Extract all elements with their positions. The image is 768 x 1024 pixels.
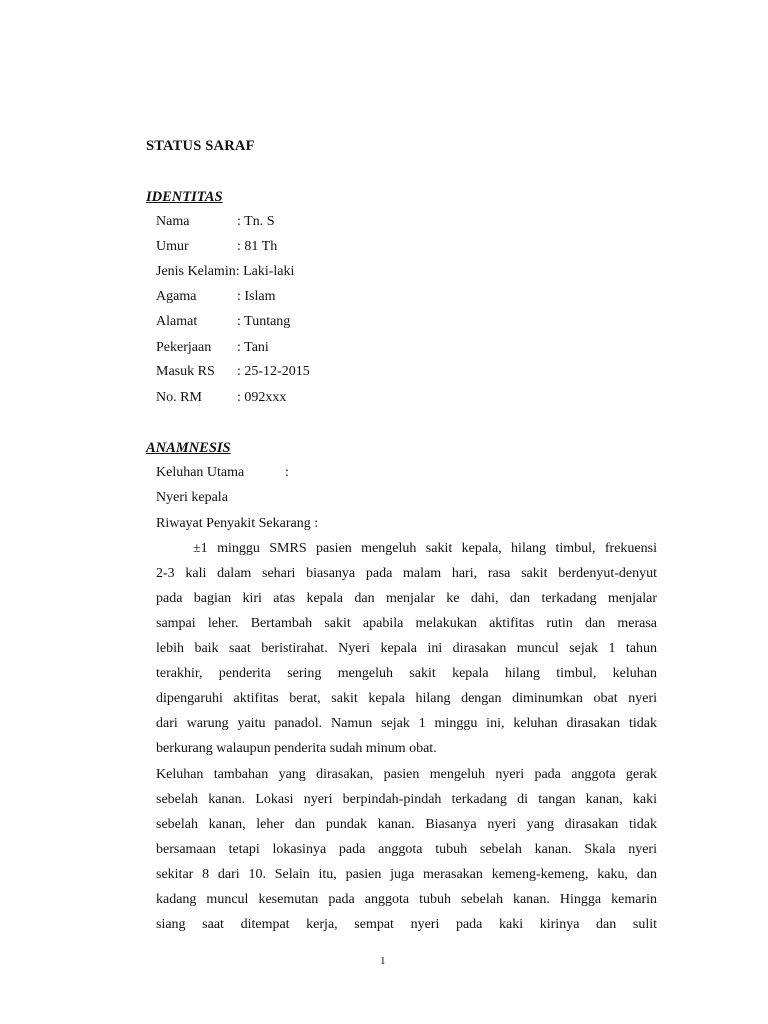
paragraph-line: pada bagian kiri atas kepala dan menjalar ke dahi, dan terkadang menjalar [156,591,657,606]
identitas-value: : Islam [237,289,276,304]
keluhan-utama-value: Nyeri kepala [156,490,228,505]
paragraph-line: dari warung yaitu panadol. Namun sejak 1 minggu ini, keluhan dirasakan tidak [156,716,657,731]
identitas-value: : Tani [237,340,269,355]
identitas-label: Umur [156,239,189,254]
paragraph-line: sebelah kanan. Lokasi nyeri berpindah-pindah terkadang di tangan kanan, kaki [156,792,657,807]
paragraph-line: sampai leher. Bertambah sakit apabila melakukan aktifitas rutin dan merasa [156,616,657,631]
keluhan-utama-colon: : [285,465,289,480]
paragraph-line: berkurang walaupun penderita sudah minum obat. [156,741,437,756]
identitas-value: : 81 Th [237,239,278,254]
identitas-label: Pekerjaan [156,340,212,355]
rps-label: Riwayat Penyakit Sekarang : [156,516,319,531]
anamnesis-heading: ANAMNESIS [146,440,231,456]
identitas-value: : Tuntang [237,314,291,329]
document-title: STATUS SARAF [146,138,255,154]
page-number: 1 [380,955,386,967]
paragraph-line: kadang muncul kesemutan pada anggota tubuh sebelah kanan. Hingga kemarin [156,892,657,907]
paragraph-line: sekitar 8 dari 10. Selain itu, pasien juga merasakan kemeng-kemeng, kaku, dan [156,867,657,882]
paragraph-line: ±1 minggu SMRS pasien mengeluh sakit kepala, hilang timbul, frekuensi [193,541,657,556]
paragraph-line: dipengaruhi aktifitas berat, sakit kepala hilang dengan diminumkan obat nyeri [156,691,657,706]
identitas-label: Jenis Kelamin: Laki-laki [156,264,295,279]
identitas-label: No. RM [156,390,202,405]
paragraph-line: terakhir, penderita sering mengeluh sakit kepala hilang timbul, keluhan [156,666,657,681]
identitas-value: : Tn. S [237,214,275,229]
identitas-label: Agama [156,289,197,304]
identitas-label: Masuk RS [156,364,215,379]
paragraph-line: lebih baik saat beristirahat. Nyeri kepala ini dirasakan muncul sejak 1 tahun [156,641,657,656]
identitas-label: Nama [156,214,190,229]
paragraph-line: 2-3 kali dalam sehari biasanya pada malam hari, rasa sakit berdenyut-denyut [156,566,657,581]
paragraph-line: Keluhan tambahan yang dirasakan, pasien mengeluh nyeri pada anggota gerak [156,767,657,782]
identitas-value: : 092xxx [237,390,287,405]
identitas-label: Alamat [156,314,198,329]
identitas-heading: IDENTITAS [146,189,223,205]
paragraph-line: siang saat ditempat kerja, sempat nyeri pada kaki kirinya dan sulit [156,917,657,932]
paragraph-line: bersamaan tetapi lokasinya pada anggota tubuh sebelah kanan. Skala nyeri [156,842,657,857]
paragraph-line: sebelah kanan, leher dan pundak kanan. Biasanya nyeri yang dirasakan tidak [156,817,657,832]
identitas-value: : 25-12-2015 [237,364,310,379]
keluhan-utama-label: Keluhan Utama [156,465,245,480]
